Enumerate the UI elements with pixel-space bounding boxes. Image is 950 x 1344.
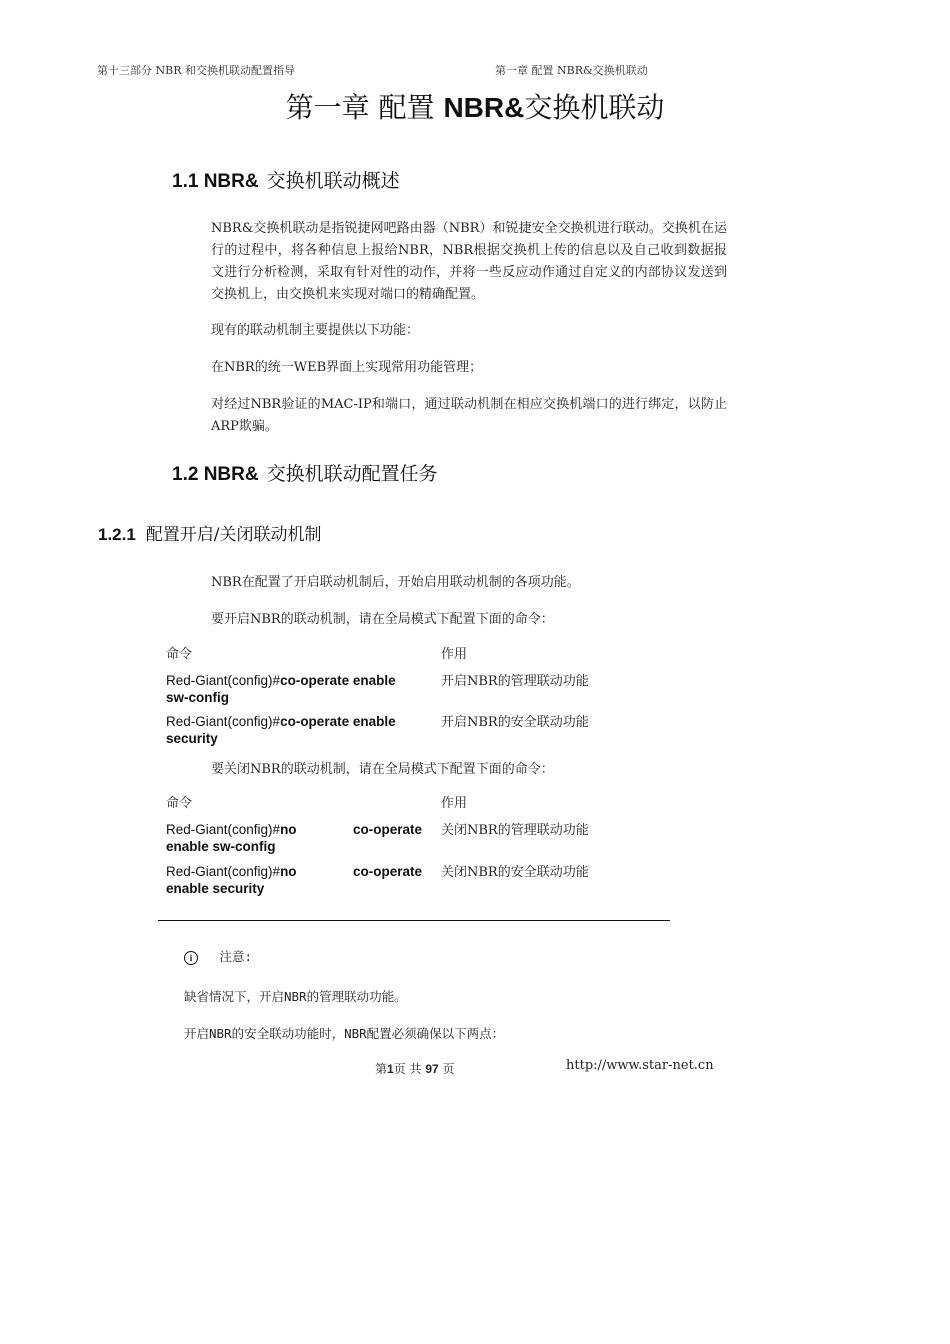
section-title: 交换机联动概述 (266, 170, 400, 192)
note-line-default: 缺省情况下，开启NBR的管理联动功能。 (184, 989, 407, 1004)
paragraph-enable-intro: NBR在配置了开启联动机制后，开始启用联动机制的各项功能。 (211, 575, 580, 590)
running-header-left: 第十三部分 NBR 和交换机联动配置指导 (97, 64, 295, 77)
section-heading-1-2-1 (98, 520, 322, 545)
paragraph-function-arp: 对经过NBR验证的MAC-IP和端口，通过联动机制在相应交换机端口的进行绑定，以防止ARP欺骗。 (211, 397, 727, 434)
command-prefix: Red-Giant(config)# (166, 864, 281, 879)
table-row-command (166, 713, 426, 747)
command-keyword: no (280, 822, 297, 837)
paragraph-functions-intro: 现有的联动机制主要提供以下功能： (211, 323, 420, 338)
paragraph-enable-command-intro: 要开启NBR的联动机制，请在全局模式下配置下面的命令： (211, 612, 554, 627)
section-title: 配置开启/关闭联动机制 (145, 525, 322, 545)
command-keyword-cont: sw-config (166, 690, 229, 705)
info-icon: i (184, 951, 198, 965)
command-keyword: no (280, 864, 297, 879)
note-label: 注意: (219, 949, 253, 964)
table-header-action: 作用 (441, 796, 468, 811)
command-prefix: Red-Giant(config)# (166, 673, 281, 688)
command-keyword-cont: enable sw-config (166, 839, 276, 854)
table-row-action: 关闭NBR的安全联动功能 (441, 865, 589, 880)
table-header-command: 命令 (166, 647, 193, 662)
table-row-command (166, 863, 297, 897)
command-prefix: Red-Giant(config)# (166, 822, 281, 837)
note-line-security: 开启NBR的安全联动功能时，NBR配置必须确保以下两点： (184, 1026, 505, 1041)
table-header-action: 作用 (441, 647, 468, 662)
table-row-action: 开启NBR的管理联动功能 (441, 674, 589, 689)
command-prefix: Red-Giant(config)# (166, 714, 281, 729)
section-title: 交换机联动配置任务 (266, 463, 438, 485)
section-heading-1-1 (172, 166, 400, 193)
chapter-title (0, 86, 950, 126)
chapter-title-suffix: 交换机联动 (524, 91, 665, 124)
table-row-action: 关闭NBR的管理联动功能 (441, 823, 589, 838)
command-keyword-cont: security (166, 731, 218, 746)
command-keyword-co-operate: co-operate (353, 822, 423, 837)
section-number: 1.2 NBR& (172, 464, 259, 485)
section-number: 1.1 NBR& (172, 171, 259, 192)
paragraph-overview: NBR&交换机联动是指锐捷网吧路由器（NBR）和锐捷安全交换机进行联动。交换机在运行的过程中，将各种信息上报给NBR，NBR根据交换机上传的信息以及自己收到数据报文进行分析检测，采取有针对性的动作，并将一些反应动作通过自定义的内部协议发送到交换机上，由交换机来实现对端口的精确配置。 (211, 221, 727, 302)
paragraph-disable-command-intro: 要关闭NBR的联动机制，请在全局模式下配置下面的命令： (211, 762, 554, 777)
footer-url[interactable]: http://www.star-net.cn (566, 1058, 714, 1073)
command-keyword: co-operate enable (280, 673, 396, 688)
note-heading (184, 947, 252, 965)
command-keyword: co-operate enable (280, 714, 396, 729)
command-keyword-co-operate: co-operate (353, 864, 423, 879)
table-row-command (166, 672, 426, 706)
paragraph-function-web: 在NBR的统一WEB界面上实现常用功能管理； (211, 360, 483, 375)
table-row-action: 开启NBR的安全联动功能 (441, 715, 589, 730)
running-header-right: 第一章 配置 NBR&交换机联动 (495, 64, 648, 77)
table-header-command: 命令 (166, 796, 193, 811)
note-divider (158, 920, 670, 921)
table-row-command (166, 821, 297, 855)
section-heading-1-2 (172, 459, 438, 486)
command-keyword-cont: enable security (166, 881, 265, 896)
page-number: 第1页 共 97 页 (375, 1062, 455, 1076)
chapter-title-bold: NBR& (443, 92, 525, 123)
chapter-title-prefix: 第一章 配置 (285, 91, 444, 124)
section-number: 1.2.1 (98, 525, 136, 544)
